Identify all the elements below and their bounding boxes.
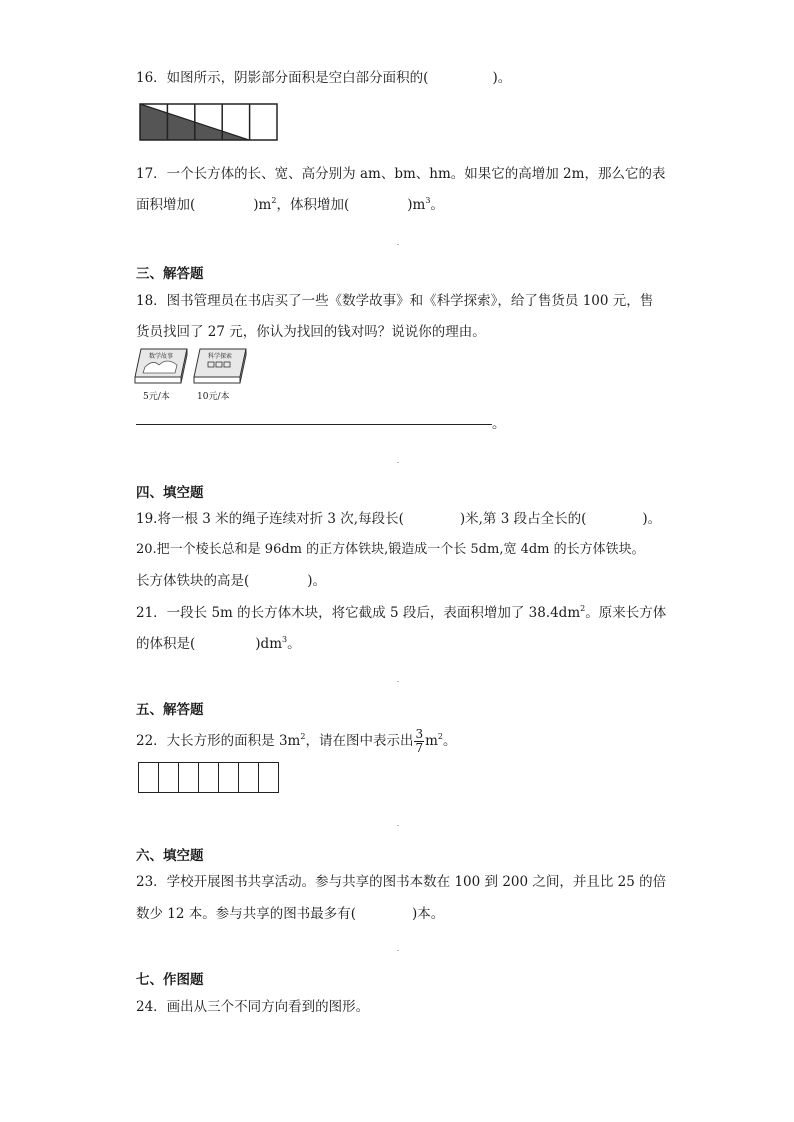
question-18-line-1: 18．图书管理员在书店买了一些《数学故事》和《科学探索》，给了售货员 100 元，售 [136,293,654,309]
question-23-line-2: 数少 12 本。参与共享的图书最多有( )本。 [136,906,445,922]
rectangle-part[interactable] [239,763,259,792]
rectangle-part[interactable] [159,763,179,792]
rectangle-part[interactable] [259,763,277,792]
book-2-title: 科学探索 [207,353,233,360]
shaded-strip-figure [139,103,278,141]
rectangle-part[interactable] [179,763,199,792]
rectangle-part[interactable] [139,763,159,792]
seven-part-rectangle[interactable] [138,762,279,793]
question-22: 22．大长方形的面积是 $3m^2$，请在图中表示出 $\frac{3}{7}$ $m^2$。 [136,727,457,755]
divider-dot [397,244,399,245]
divider-dot [397,950,399,951]
divider-dot [397,825,399,826]
question-23-line-1: 23．学校开展图书共享活动。参与共享的图书本数在 100 到 200 之间，并且比 25 的倍 [136,874,667,890]
book-1-title: 数学故事 [148,353,174,360]
fraction-three-sevenths: $\frac{3}{7}$ [415,727,424,755]
book-2-price: 10元/本 [197,392,230,402]
question-17-line-2: 面积增加( )$m^2$，体积增加( )$m^3$。 [136,196,444,213]
question-18-line-2: 货员找回了 27 元，你认为找回的钱对吗？说说你的理由。 [136,324,486,340]
question-16: 16．如图所示，阴影部分面积是空白部分面积的( )。 [136,70,512,86]
question-17-line-1: 17．一个长方体的长、宽、高分别为 am、bm、hm。如果它的高增加 2m，那么它的表 [136,166,666,182]
rectangle-part[interactable] [199,763,219,792]
question-20-line-2: 长方体铁块的高是( )。 [136,573,327,589]
section-heading-3: 三、解答题 [136,266,204,282]
question-24: 24．画出从三个不同方向看到的图形。 [136,999,370,1015]
question-20-line-1: 20.把一个棱长总和是 96dm 的正方体铁块,锻造成一个长 5dm,宽 4dm 的长方体铁块。 [136,542,645,557]
math-story-book-icon [133,347,189,387]
question-21-line-2: 的体积是( )$dm^3$。 [136,635,301,652]
question-19: 19.将一根 3 米的绳子连续对折 3 次,每段长( )米,第 3 段占全长的( )。 [136,511,662,527]
science-explore-book-icon [192,347,248,387]
answer-line[interactable] [136,424,492,425]
answer-line-end: 。 [492,416,506,432]
rectangle-part[interactable] [219,763,239,792]
question-21-line-1: 21．一段长 5m 的长方体木块，将它截成 5 段后，表面积增加了 $38.4dm^2$。原来长方体 [136,604,667,621]
section-heading-4: 四、填空题 [136,485,204,501]
divider-dot [397,462,399,463]
section-heading-6: 六、填空题 [136,848,204,864]
section-heading-5: 五、解答题 [136,702,204,718]
divider-dot [397,681,399,682]
book-1-price: 5元/本 [143,392,170,402]
section-heading-7: 七、作图题 [136,972,204,988]
